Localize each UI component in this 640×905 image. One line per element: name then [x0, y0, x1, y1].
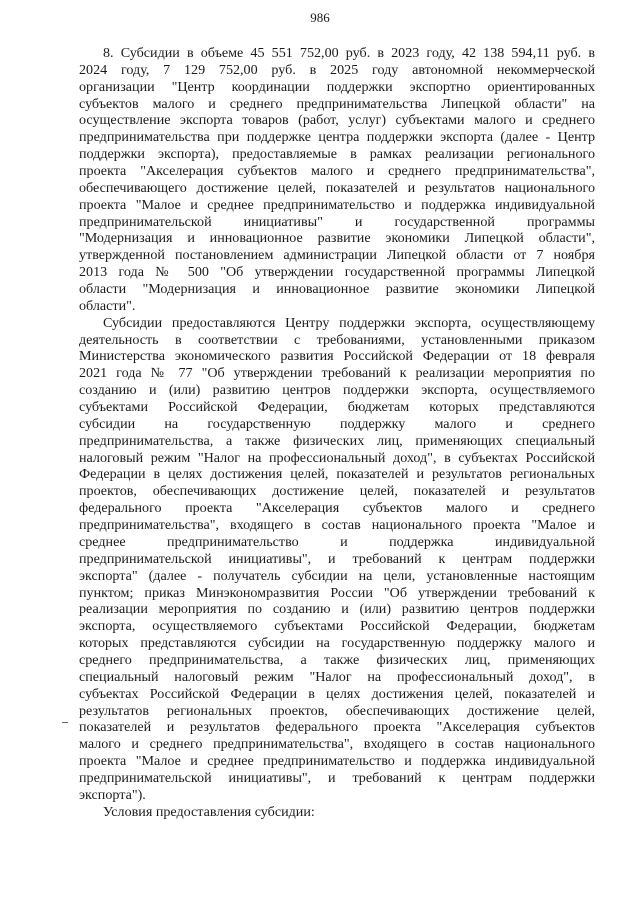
text-line: федерального проекта "Акселерация субъектов малого и среднего [79, 500, 595, 517]
text-line: 2021 года № 77 "Об утверждении требований к реализации мероприятия по [79, 365, 595, 382]
text-line: субсидии на государственную поддержку малого и среднего [79, 415, 595, 432]
text-line: обеспечивающего достижение целей, показателей и результатов национального [79, 179, 595, 196]
text-line: налоговый режим "Налог на профессиональный доход", в субъектах Российской [79, 449, 595, 466]
text-line: субъектов малого и среднего предпринимательства Липецкой области" на [79, 95, 595, 112]
text-line: среднего предпринимательства, а также физических лиц, применяющих [79, 651, 595, 668]
text-line: Федерации в целях достижения целей, показателей и результатов региональных [79, 466, 595, 483]
text-line: деятельность в соответствии с требованиями, установленными приказом [79, 331, 595, 348]
text-line: реализации мероприятия по созданию и (или) развитию центров поддержки [79, 601, 595, 618]
text-line: проектов, обеспечивающих достижение целей, показателей и результатов [79, 483, 595, 500]
text-line: предпринимательства", входящего в состав национального проекта "Малое и [79, 517, 595, 534]
text-line: организации "Центр координации поддержки экспортно ориентированных [79, 78, 595, 95]
text-line: созданию и (или) развитию центров поддержки экспорта, осуществляемого [79, 382, 595, 399]
text-line: среднее предпринимательство и поддержка индивидуальной [79, 533, 595, 550]
text-line: 2013 года № 500 "Об утверждении государственной программы Липецкой [79, 264, 595, 281]
text-line: области". [79, 297, 136, 314]
text-line: области "Модернизация и инновационное развитие экономики Липецкой [79, 281, 595, 298]
text-line: экспорта" (далее - получатель субсидии на цели, установленные настоящим [79, 567, 595, 584]
text-line: Министерства экономического развития Российской Федерации от 18 февраля [79, 348, 595, 365]
document-body [79, 45, 595, 821]
text-line: которых представляются субсидии на государственную поддержку малого и [79, 635, 595, 652]
text-line: поддержки экспорта), предоставляемые в рамках реализации регионального [79, 146, 595, 163]
text-line: Условия предоставления субсидии: [103, 803, 315, 820]
text-line: экспорта"). [79, 786, 146, 803]
paragraph-3 [79, 804, 595, 821]
text-line: Субсидии предоставляются Центру поддержки экспорта, осуществляющему [103, 314, 595, 331]
text-line: предпринимательства при поддержке центра поддержки экспорта (далее - Центр [79, 129, 595, 146]
text-line: 8. Субсидии в объеме 45 551 752,00 руб. в 2023 году, 42 138 594,11 руб. в [103, 45, 595, 61]
text-line: проекта "Малое и среднее предпринимательство и поддержка индивидуальной [79, 196, 595, 213]
text-line: осуществление экспорта товаров (работ, услуг) субъектами малого и среднего [79, 112, 595, 129]
text-line: предпринимательской инициативы", и требований к центрам поддержки [79, 769, 595, 786]
text-line: субъектами Российской Федерации, бюджетам которых представляются [79, 399, 595, 416]
text-line: результатов региональных проектов, обеспечивающих достижение целей, [79, 702, 595, 719]
text-line: предпринимательства, а также физических лиц, применяющих специальный [79, 432, 595, 449]
text-line: предпринимательской инициативы" и государственной программы [79, 213, 595, 230]
paragraph-2 [79, 315, 595, 804]
text-line: экспорта, осуществляемого субъектами Российской Федерации, бюджетам [79, 618, 595, 635]
text-line: специальный налоговый режим "Налог на профессиональный доход", в [79, 668, 595, 685]
text-line: пунктом; приказ Минэкономразвития России "Об утверждении требований к [79, 584, 595, 601]
text-line: субъектах Российской Федерации в целях достижения целей, показателей и [79, 685, 595, 702]
text-line: предпринимательской инициативы", и требований к центрам поддержки [79, 550, 595, 567]
page-number: 986 [310, 10, 330, 25]
margin-mark [62, 722, 68, 723]
text-line: "Модернизация и инновационное развитие экономики Липецкой области", [79, 230, 595, 247]
text-line: проекта "Малое и среднее предпринимательство и поддержка индивидуальной [79, 753, 595, 770]
text-line: утвержденной постановлением администрации Липецкой области от 7 ноября [79, 247, 595, 264]
text-line: малого и среднего предпринимательства", входящего в состав национального [79, 736, 595, 753]
text-line: проекта "Акселерация субъектов малого и среднего предпринимательства", [79, 163, 595, 180]
text-line: 2024 году, 7 129 752,00 руб. в 2025 году автономной некоммерческой [79, 61, 595, 78]
text-line: показателей и результатов федерального проекта "Акселерация субъектов [79, 719, 595, 736]
paragraph-1 [79, 45, 595, 315]
